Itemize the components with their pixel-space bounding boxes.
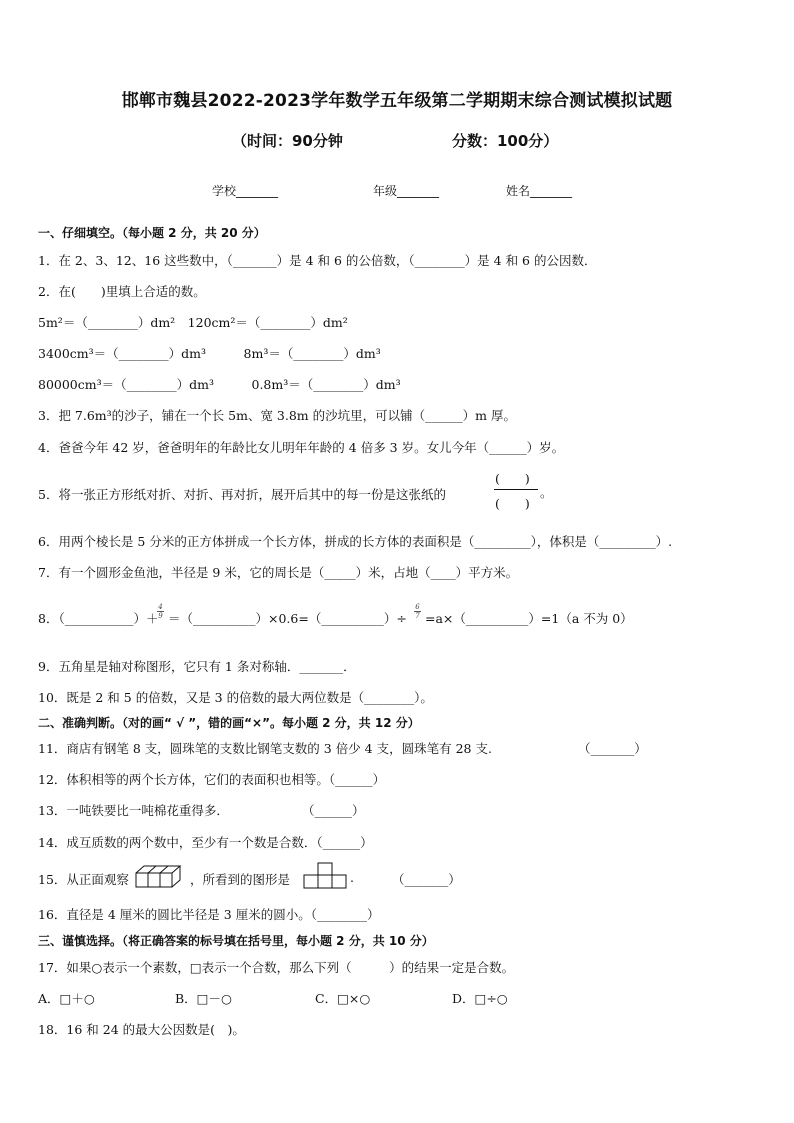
section1-heading: 一、仔细填空。（每小题 2 分，共 20 分） bbox=[38, 226, 266, 240]
q5-fraction-bar bbox=[494, 489, 538, 490]
question-2-line-b: 3400cm³＝（________）dm³ 8m³＝（________）dm³ bbox=[38, 346, 381, 361]
question-14: 14．成互质数的两个数中，至少有一个数是合数．（______） bbox=[38, 835, 373, 850]
option-a: A．□＋○ bbox=[38, 991, 95, 1006]
question-2-line-a: 5m²＝（________）dm² 120cm²＝（________）dm² bbox=[38, 315, 348, 330]
question-2: 2．在( )里填上合适的数。 bbox=[38, 284, 206, 299]
name-field: 姓名_______ bbox=[506, 184, 573, 198]
front-view-icon bbox=[303, 862, 347, 889]
question-1: 1．在 2、3、12、16 这些数中，（_______）是 4 和 6 的公倍数，（________）是 4 和 6 的公因数． bbox=[38, 253, 597, 268]
question-3: 3．把 7.6m³的沙子，铺在一个长 5m、宽 3.8m 的沙坑里，可以铺（______）m 厚。 bbox=[38, 408, 516, 423]
question-12: 12．体积相等的两个长方体，它们的表面积也相等。（______） bbox=[38, 772, 386, 787]
question-7: 7．有一个圆形金鱼池，半径是 9 米，它的周长是（_____）米，占地（____）平方米。 bbox=[38, 565, 519, 580]
question-13: 13．一吨铁要比一吨棉花重得多． bbox=[38, 803, 229, 818]
question-5: 5．将一张正方形纸对折、对折、再对折，展开后其中的每一份是这张纸的 bbox=[38, 487, 446, 502]
question-4: 4．爸爸今年 42 岁，爸爸明年的年龄比女儿明年年龄的 4 倍多 3 岁。女儿今年（______）岁。 bbox=[38, 440, 565, 455]
section2-heading: 二、准确判断。（对的画“ √ ”，错的画“×”。每小题 2 分，共 12 分） bbox=[38, 716, 420, 730]
option-d: D．□÷○ bbox=[452, 991, 508, 1006]
q11-answer-blank: （_______） bbox=[578, 741, 647, 756]
question-8-part-a: 8．（___________）＋ bbox=[38, 611, 159, 626]
question-11: 11．商店有钢笔 8 支，圆珠笔的支数比钢笔支数的 3 倍少 4 支，圆珠笔有 28 支. bbox=[38, 741, 492, 756]
grade-field: 年级_______ bbox=[373, 184, 440, 198]
question-6: 6．用两个棱长是 5 分米的正方体拼成一个长方体，拼成的长方体的表面积是（_________），体积是（_________）. bbox=[38, 534, 673, 549]
question-17: 17．如果○表示一个素数，□表示一个合数，那么下列（ ）的结果一定是合数。 bbox=[38, 960, 515, 975]
question-8-part-c: =a×（__________）=1（a 不为 0） bbox=[425, 611, 633, 626]
q5-fraction-numerator: ( ) bbox=[495, 471, 530, 486]
question-15-part-b: ，所看到的图形是 bbox=[190, 872, 291, 887]
q5-fraction-denominator: ( ) bbox=[495, 496, 530, 511]
section3-heading: 三、谨慎选择。（将正确答案的标号填在括号里，每小题 2 分，共 10 分） bbox=[38, 934, 434, 948]
question-15-part-a: 15．从正面观察 bbox=[38, 872, 129, 887]
q8-fraction2-num: 6 bbox=[415, 603, 420, 611]
question-2-line-c: 80000cm³＝（________）dm³ 0.8m³＝（________）dm³ bbox=[38, 377, 401, 392]
exam-time: （时间：90分钟 bbox=[232, 132, 343, 150]
q8-fraction1 bbox=[157, 603, 164, 620]
q8-fraction1-num: 4 bbox=[158, 603, 163, 611]
question-10: 10．既是 2 和 5 的倍数，又是 3 的倍数的最大两位数是（________）。 bbox=[38, 690, 433, 705]
q8-fraction2-den: 7 bbox=[415, 612, 420, 620]
question-16: 16．直径是 4 厘米的圆比半径是 3 厘米的圆小。（________） bbox=[38, 907, 380, 922]
q5-end: 。 bbox=[540, 485, 553, 500]
question-18: 18．16 和 24 的最大公因数是( )。 bbox=[38, 1022, 245, 1037]
option-b: B．□－○ bbox=[175, 991, 232, 1006]
exam-title: 邯郸市魏县2022-2023学年数学五年级第二学期期末综合测试模拟试题 bbox=[121, 91, 673, 111]
school-field: 学校_______ bbox=[212, 184, 279, 198]
option-c: C．□×○ bbox=[315, 991, 371, 1006]
question-8-part-b: ＝（__________）×0.6=（__________）÷ bbox=[168, 611, 407, 626]
cube-stack-icon bbox=[135, 861, 187, 889]
exam-score: 分数：100分） bbox=[452, 132, 559, 150]
q15-answer-blank: （_______） bbox=[392, 872, 461, 887]
question-15-part-c: . bbox=[350, 870, 354, 885]
q8-fraction1-den: 9 bbox=[158, 612, 163, 620]
q13-answer-blank: （______） bbox=[302, 803, 365, 818]
q8-fraction2 bbox=[414, 603, 421, 620]
question-9: 9．五角星是轴对称图形，它只有 1 条对称轴．_______． bbox=[38, 659, 356, 674]
